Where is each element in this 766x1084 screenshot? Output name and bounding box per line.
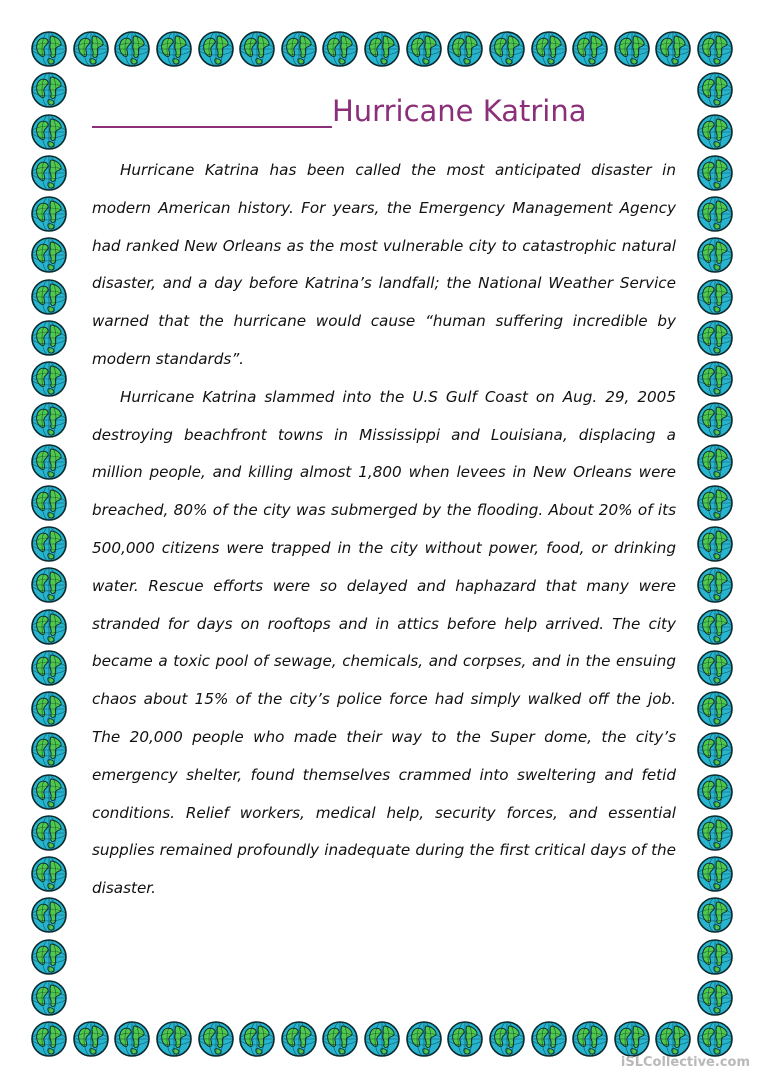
globe-icon (696, 690, 734, 728)
globe-icon (696, 566, 734, 604)
globe-icon (696, 814, 734, 852)
globe-icon (155, 30, 193, 68)
globe-icon (30, 71, 68, 109)
globe-icon (488, 1020, 526, 1058)
page-title: Hurricane Katrina (332, 94, 587, 128)
globe-icon (30, 938, 68, 976)
globe-icon (571, 30, 609, 68)
globe-icon (696, 773, 734, 811)
globe-icon (197, 1020, 235, 1058)
globe-icon (280, 30, 318, 68)
globe-icon (30, 566, 68, 604)
globe-icon (238, 1020, 276, 1058)
globe-icon (696, 979, 734, 1017)
globe-icon (488, 30, 526, 68)
globe-icon (696, 525, 734, 563)
globe-icon (30, 525, 68, 563)
globe-icon (30, 236, 68, 274)
globe-icon (696, 236, 734, 274)
globe-icon (613, 30, 651, 68)
globe-icon (696, 938, 734, 976)
globe-icon (696, 731, 734, 769)
globe-icon (696, 154, 734, 192)
article-body (92, 152, 676, 908)
globe-icon (363, 30, 401, 68)
globe-icon (696, 30, 734, 68)
globe-icon (696, 360, 734, 398)
globe-icon (30, 690, 68, 728)
globe-icon (696, 896, 734, 934)
globe-icon (30, 814, 68, 852)
globe-icon (696, 113, 734, 151)
globe-icon (30, 154, 68, 192)
globe-icon (30, 443, 68, 481)
globe-icon (654, 1020, 692, 1058)
globe-icon (405, 30, 443, 68)
globe-icon (696, 319, 734, 357)
globe-icon (113, 1020, 151, 1058)
globe-icon (696, 608, 734, 646)
globe-icon (30, 608, 68, 646)
globe-icon (696, 401, 734, 439)
globe-icon (30, 855, 68, 893)
globe-icon (30, 113, 68, 151)
globe-icon (30, 649, 68, 687)
globe-icon (696, 71, 734, 109)
globe-icon (72, 30, 110, 68)
globe-icon (696, 484, 734, 522)
paragraph-1: Hurricane Katrina has been called the most anticipated disaster in modern American history. For years, the Emergency Management Agency had ranked New Orleans as the most vulnerable city to catastrophic natural disaster, and a day before Katrina’s landfall; the National Weather Service warned that the hurricane would cause “human suffering incredible by modern standards”. (92, 161, 676, 368)
globe-icon (30, 896, 68, 934)
globe-icon (696, 443, 734, 481)
globe-icon (30, 401, 68, 439)
globe-icon (30, 731, 68, 769)
globe-icon (30, 360, 68, 398)
globe-icon (155, 1020, 193, 1058)
globe-icon (696, 278, 734, 316)
globe-icon (363, 1020, 401, 1058)
globe-icon (446, 30, 484, 68)
globe-icon (30, 979, 68, 1017)
globe-icon (696, 195, 734, 233)
watermark: iSLCollective.com (620, 1055, 750, 1070)
title-underline (92, 126, 332, 128)
globe-icon (72, 1020, 110, 1058)
globe-icon (405, 1020, 443, 1058)
globe-icon (113, 30, 151, 68)
globe-icon (696, 1020, 734, 1058)
globe-icon (30, 195, 68, 233)
globe-icon (696, 649, 734, 687)
globe-icon (30, 278, 68, 316)
globe-icon (530, 1020, 568, 1058)
globe-icon (321, 1020, 359, 1058)
globe-icon (238, 30, 276, 68)
globe-icon (280, 1020, 318, 1058)
globe-icon (571, 1020, 609, 1058)
title-block (92, 92, 692, 132)
globe-icon (530, 30, 568, 68)
paragraph-2: Hurricane Katrina slammed into the U.S Gulf Coast on Aug. 29, 2005 destroying beachfront towns in Mississippi and Louisiana, displacing a million people, and killing almost 1,800 when levees in New Orleans were breached, 80% of the city was submerged by the flooding. About 20% of its 500,000 citizens were trapped in the city without power, food, or drinking water. Rescue efforts were so delayed and haphazard that many were stranded for days on rooftops and in attics before help arrived. The city became a toxic pool of sewage, chemicals, and corpses, and in the ensuing chaos about 15% of the city’s police force had simply walked off the job. The 20,000 people who made their way to the Super dome, the city’s emergency shelter, found themselves crammed into sweltering and fetid conditions. Relief workers, medical help, security forces, and essential supplies remained profoundly inadequate during the first critical days of the disaster. (92, 387, 676, 898)
globe-icon (197, 30, 235, 68)
globe-icon (446, 1020, 484, 1058)
globe-icon (30, 30, 68, 68)
globe-icon (30, 484, 68, 522)
globe-icon (654, 30, 692, 68)
globe-icon (613, 1020, 651, 1058)
globe-icon (321, 30, 359, 68)
globe-icon (696, 855, 734, 893)
globe-icon (30, 319, 68, 357)
globe-icon (30, 1020, 68, 1058)
globe-icon (30, 773, 68, 811)
